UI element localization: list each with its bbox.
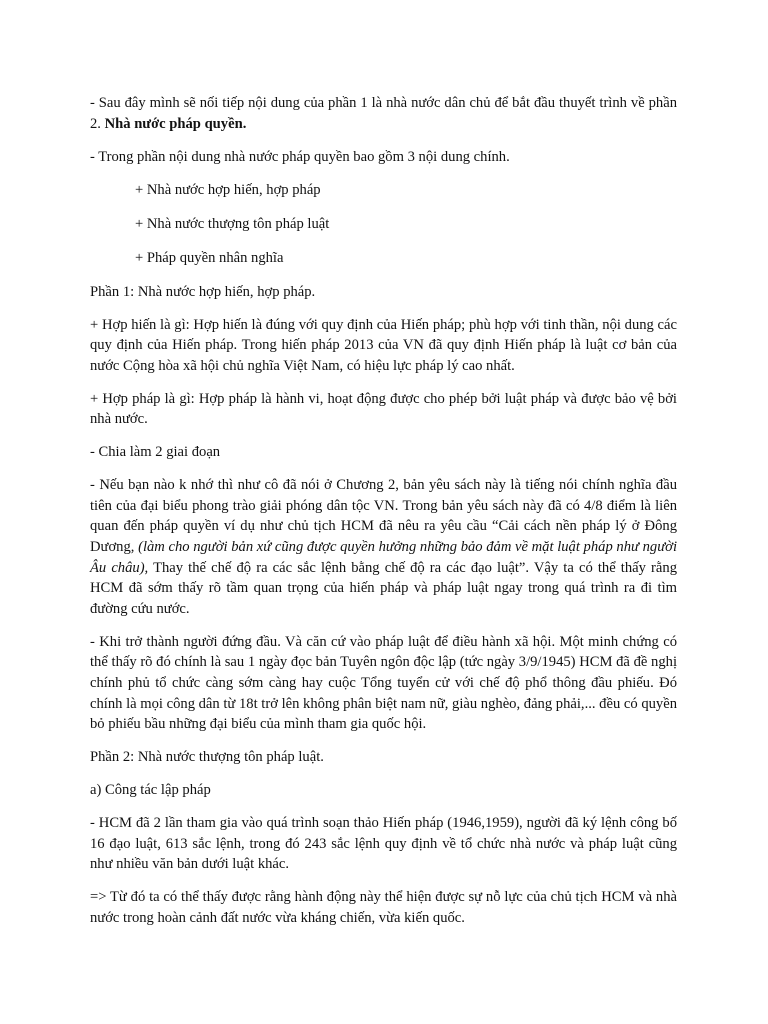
chia-paragraph: - Chia làm 2 giai đoạn xyxy=(90,444,221,461)
lap-phap-paragraph: - HCM đã 2 lần tham gia vào quá trình soạn thảo Hiến pháp (1946,1959), người đã ký lệnh công bố 16 đạo luật, 613 sắc lệnh, trong đó 243 sắc lệnh quy định về tổ chức nhà nước và pháp luật cũng như nhiều văn bản dưới luật khác. xyxy=(90,815,677,873)
document-page xyxy=(90,93,677,941)
content-overview-paragraph: - Trong phần nội dung nhà nước pháp quyền bao gồm 3 nội dung chính. xyxy=(90,148,510,165)
list-item-3: + Pháp quyền nhân nghĩa xyxy=(135,249,284,266)
hop-hien-paragraph: + Hợp hiến là gì: Hợp hiến là đúng với quy định của Hiến pháp; phù hợp với tinh thần, nội dung các quy định của Hiến pháp. Trong hiến pháp 2013 của VN đã quy định Hiến pháp là luật cơ bản của nước Cộng hòa xã hội chủ nghĩa Việt Nam, có hiệu lực pháp lý cao nhất. xyxy=(90,316,677,374)
tong-tuyen-cu-paragraph: - Khi trở thành người đứng đầu. Và căn cứ vào pháp luật để điều hành xã hội. Một minh chứng có thể thấy rõ đó chính là sau 1 ngày đọc bản Tuyên ngôn độc lập (tức ngày 3/9/1945) HCM đã đề nghị chính phủ tổ chức càng sớm càng hay cuộc Tổng tuyển cử với chế độ phổ thông đầu phiếu. Đó chính là mọi công dân từ 18t trở lên không phân biệt nam nữ, giàu nghèo, đảng phải,... đều có quyền bỏ phiếu bầu những đại biểu của mình tham gia quốc hội. xyxy=(90,633,677,733)
hop-phap-paragraph: + Hợp pháp là gì: Hợp pháp là hành vi, hoạt động được cho phép bởi luật pháp và được bảo vệ bởi nhà nước. xyxy=(90,390,677,428)
part2-heading: Phần 2: Nhà nước thượng tôn pháp luật. xyxy=(90,749,324,766)
subsection-a-heading: a) Công tác lập pháp xyxy=(90,782,211,799)
list-item-2: + Nhà nước thượng tôn pháp luật xyxy=(135,215,330,232)
intro-text: - Sau đây mình sẽ nối tiếp nội dung của phần 1 là nhà nước dân chủ để bắt đầu thuyết trình về phần 2. xyxy=(90,95,677,132)
yeu-sach-text-before: - Nếu bạn nào k nhớ thì như cô đã nói ở Chương 2, bản yêu sách này là tiếng nói chính nghĩa đầu tiên của đại biểu phong trào giải phóng dân tộc VN. Trong bản yêu sách này đã có 4/8 điểm là liên quan đến pháp quyền ví dụ như chủ tịch HCM đã nêu ra yêu cầu “Cải cách nền pháp lý ở Đông Dương, xyxy=(90,477,677,556)
list-item-1: + Nhà nước hợp hiến, hợp pháp xyxy=(135,181,321,198)
yeu-sach-paragraph xyxy=(90,475,677,619)
intro-paragraph xyxy=(90,93,677,134)
part1-heading: Phần 1: Nhà nước hợp hiến, hợp pháp. xyxy=(90,283,316,300)
yeu-sach-italic-quote: (làm cho người bản xứ cũng được quyền hưởng những bảo đảm về mặt luật pháp như người Âu châu), xyxy=(90,539,677,576)
section-title-bold: Nhà nước pháp quyền. xyxy=(104,115,247,132)
yeu-sach-text-after: Thay thế chế độ ra các sắc lệnh bằng chế độ ra các đạo luật”. Vậy ta có thể thấy rằng HCM đã sớm thấy rõ tầm quan trọng của hiến pháp và pháp luật ngay trong quá trình ra đi tìm đường cứu nước. xyxy=(90,559,677,617)
conclusion-paragraph: => Từ đó ta có thể thấy được rằng hành động này thể hiện được sự nỗ lực của chủ tịch HCM và nhà nước trong hoàn cảnh đất nước vừa kháng chiến, vừa kiến quốc. xyxy=(90,889,677,926)
